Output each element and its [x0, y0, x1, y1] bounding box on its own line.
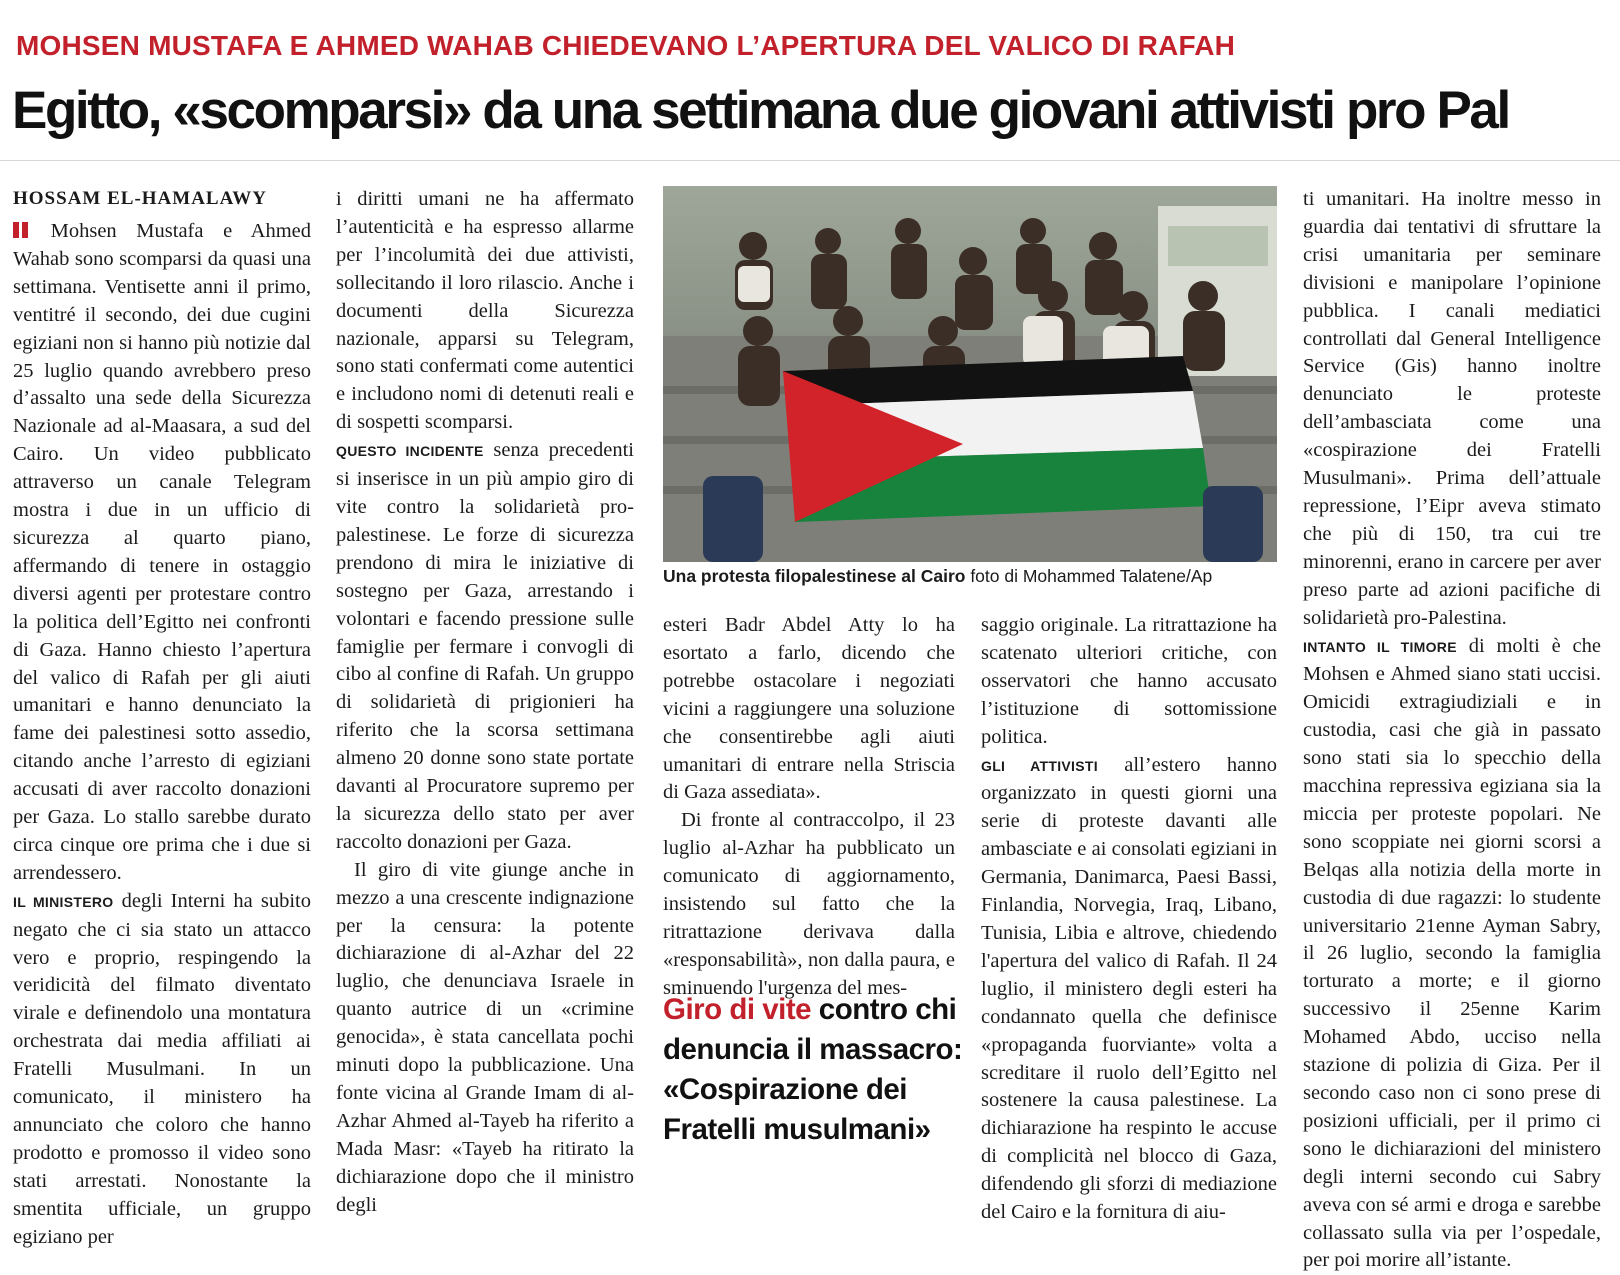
paragraph-3-text: senza precedenti si inserisce in un più ampio giro di vite contro la solidarietà pro-palestinese. Le forze di sicurezza prendono di mira le iniziative di sostegno per Gaza, arrestando i volontari e facendo pressione sulle famiglie per fermare i convogli di cibo al confine di Rafah. Un gruppo di solidarietà di prigionieri ha riferito che la scorsa settimana almeno 20 donne sono state portate davanti al Procuratore supremo per la sicurezza dello stato per aver raccolto donazioni per Gaza. [336, 439, 634, 853]
article-column-3 [663, 612, 955, 1003]
paragraph-4-cont: esteri Badr Abdel Atty lo ha esortato a farlo, dicendo che potrebbe ostacolare i negoziati vicini a raggiungere una soluzione che consentirebbe agli aiuti umanitari di entrare nella Striscia di Gaza assediata». [663, 612, 955, 807]
lead-marker-icon [22, 222, 28, 238]
protest-photo [663, 186, 1277, 562]
caption-credit: foto di Mohammed Talatene/Ap [965, 566, 1212, 586]
article-column-4 [981, 612, 1277, 1227]
palestinian-flag [783, 356, 1211, 522]
paragraph-6-cont: ti umanitari. Ha inoltre messo in guardia dai tentativi di sfruttare la crisi umanitaria per seminare divisioni e manipolare l’opinione pubblica. I canali mediatici controllati dal General Intelligence Service (Gis) hanno inoltre denunciato le proteste dell’ambasciata come una «cospirazione dei Fratelli Musulmani». Prima dell’attuale repressione, l’Eipr aveva stimato che più di 150, tra cui tre minorenni, erano in carcere per aver preso parte ad azioni pacifiche di solidarietà pro-Palestina. [1303, 186, 1601, 633]
paragraph-2-cont: i diritti umani ne ha affermato l’autenticità e ha espresso allarme per l’incolumità dei due attivisti, sollecitando il loro rilascio. Anche i documenti della Sicurezza nazionale, apparsi su Telegram, sono stati confermati come autentici e includono nomi di detenuti reali e di sospetti scomparsi. [336, 186, 634, 437]
paragraph-5-cont: saggio originale. La ritrattazione ha scatenato ulteriori critiche, con osservatori che hanno accusato l’istituzione di sottomissione politica. [981, 612, 1277, 752]
paragraph-5: Di fronte al contraccolpo, il 23 luglio al-Azhar ha pubblicato un comunicato di aggiornamento, insistendo sul fatto che la ritrattazione derivava dalla «responsabilità», non dalla paura, e sminuendo l'urgenza del mes- [663, 807, 955, 1002]
pull-quote-text: contro chi denuncia il massacro: «Cospirazione dei Fratelli musulmani» [663, 993, 962, 1146]
pull-quote [663, 990, 963, 1150]
paragraph-7-text: di molti è che Mohsen e Ahmed siano stati uccisi. Omicidi extragiudiziali e in custodia, casi che già in passato sono stati sia lo specchio della macchina repressiva egiziana sia la miccia per proteste popolari. Ne sono scoppiate nei giorni scorsi a Belqas alla notizia della morte in custodia di due ragazzi: lo studente universitario 21enne Ayman Sabry, il 26 luglio, secondo la famiglia torturato a morte; e il giorno successivo il 25enne Karim Mohamed Abdo, ucciso nella stazione di polizia di Giza. Per il secondo caso non ci sono prese di posizioni ufficiali, per il primo ci sono le dichiarazioni del ministero degli interni secondo cui Sabry aveva con sé armi e droga e sarebbe collassato sulla via per l’ospedale, per poi morire all’istante. [1303, 635, 1601, 1272]
lead-marker-icon [13, 222, 19, 238]
caption-title: Una protesta filopalestinese al Cairo [663, 566, 965, 586]
kicker: MOHSEN MUSTAFA E AHMED WAHAB CHIEDEVANO L’APERTURA DEL VALICO DI RAFAH [16, 30, 1606, 62]
lead-in: QUESTO INCIDENTE [336, 443, 484, 459]
headline: Egitto, «scomparsi» da una settimana due giovani attivisti pro Pal [12, 78, 1612, 144]
byline: HOSSAM EL-HAMALAWY [13, 188, 267, 210]
lead-in: INTANTO IL TIMORE [1303, 639, 1457, 655]
paragraph-1 [13, 218, 311, 888]
paragraph-2-text: degli Interni ha subito negato che ci sia stato un attacco vero e proprio, respingendo la veridicità del filmato diventato virale e definendolo una montatura orchestrata dai media affiliati ai Fratelli Musulmani. In un comunicato, il ministero ha annunciato che coloro che hanno prodotto e promosso il video sono stati arrestati. Nonostante la smentita ufficiale, un gruppo egiziano per [13, 890, 311, 1248]
lead-in: IL MINISTERO [13, 894, 113, 910]
paragraph-7 [1303, 633, 1601, 1275]
lead-in: GLI ATTIVISTI [981, 758, 1098, 774]
pull-quote-highlight: Giro di vite [663, 993, 811, 1026]
paragraph-4: Il giro di vite giunge anche in mezzo a una crescente indignazione per la censura: la potente dichiarazione di al-Azhar del 22 luglio, che denunciava Israele in quanto autrice di un «crimine genocida», è stata cancellata pochi minuti dopo la pubblicazione. Una fonte vicina al Grande Imam di al-Azhar Ahmed al-Tayeb ha riferito a Mada Masr: «Tayeb ha ritirato la dichiarazione dopo che il ministro degli [336, 857, 634, 1220]
paragraph-6-text: all’estero hanno organizzato in questi giorni una serie di proteste davanti alle ambasciate e ai consolati egiziani in Germania, Danimarca, Paesi Bassi, Finlandia, Norvegia, Iraq, Libano, Tunisia, Libia e altrove, chiedendo l'apertura del valico di Rafah. Il 24 luglio, il ministero degli esteri ha condannato quella che definisce «propaganda fuorviante» volta a screditare il ruolo dell’Egitto nel sostenere la causa palestinese. La dichiarazione ha respinto le accuse di complicità nel blocco di Gaza, difendendo gli sforzi di mediazione del Cairo e la fornitura di aiu- [981, 754, 1277, 1224]
article-column-1 [13, 218, 311, 1252]
paragraph-1-text: Mohsen Mustafa e Ahmed Wahab sono scomparsi da quasi una settimana. Ventisette anni il primo, ventitré il secondo, dei due cugini egiziani non si hanno più notizie dal 25 luglio quando avrebbero preso d’assalto una sede della Sicurezza Nazionale ad al-Maasara, a sud del Cairo. Un video pubblicato attraverso un canale Telegram mostra i due in un ufficio di sicurezza al quarto piano, affermando di tenere in ostaggio diversi agenti per protestare contro la politica dell’Egitto nei confronti di Gaza. Hanno chiesto l’apertura del valico di Rafah per gli aiuti umanitari e hanno denunciato la fame dei palestinesi sotto assedio, citando anche l’arresto di egiziani accusati di aver raccolto donazioni per Gaza. Lo stallo sarebbe durato circa cinque ore prima che i due si arrendessero. [13, 220, 311, 884]
paragraph-3 [336, 437, 634, 857]
paragraph-6 [981, 752, 1277, 1227]
article-column-2 [336, 186, 634, 1220]
paragraph-2 [13, 888, 311, 1252]
protest-photo-illustration [663, 186, 1277, 562]
article-column-5 [1303, 186, 1601, 1275]
photo-caption [663, 566, 1283, 587]
header-rule [0, 160, 1620, 161]
